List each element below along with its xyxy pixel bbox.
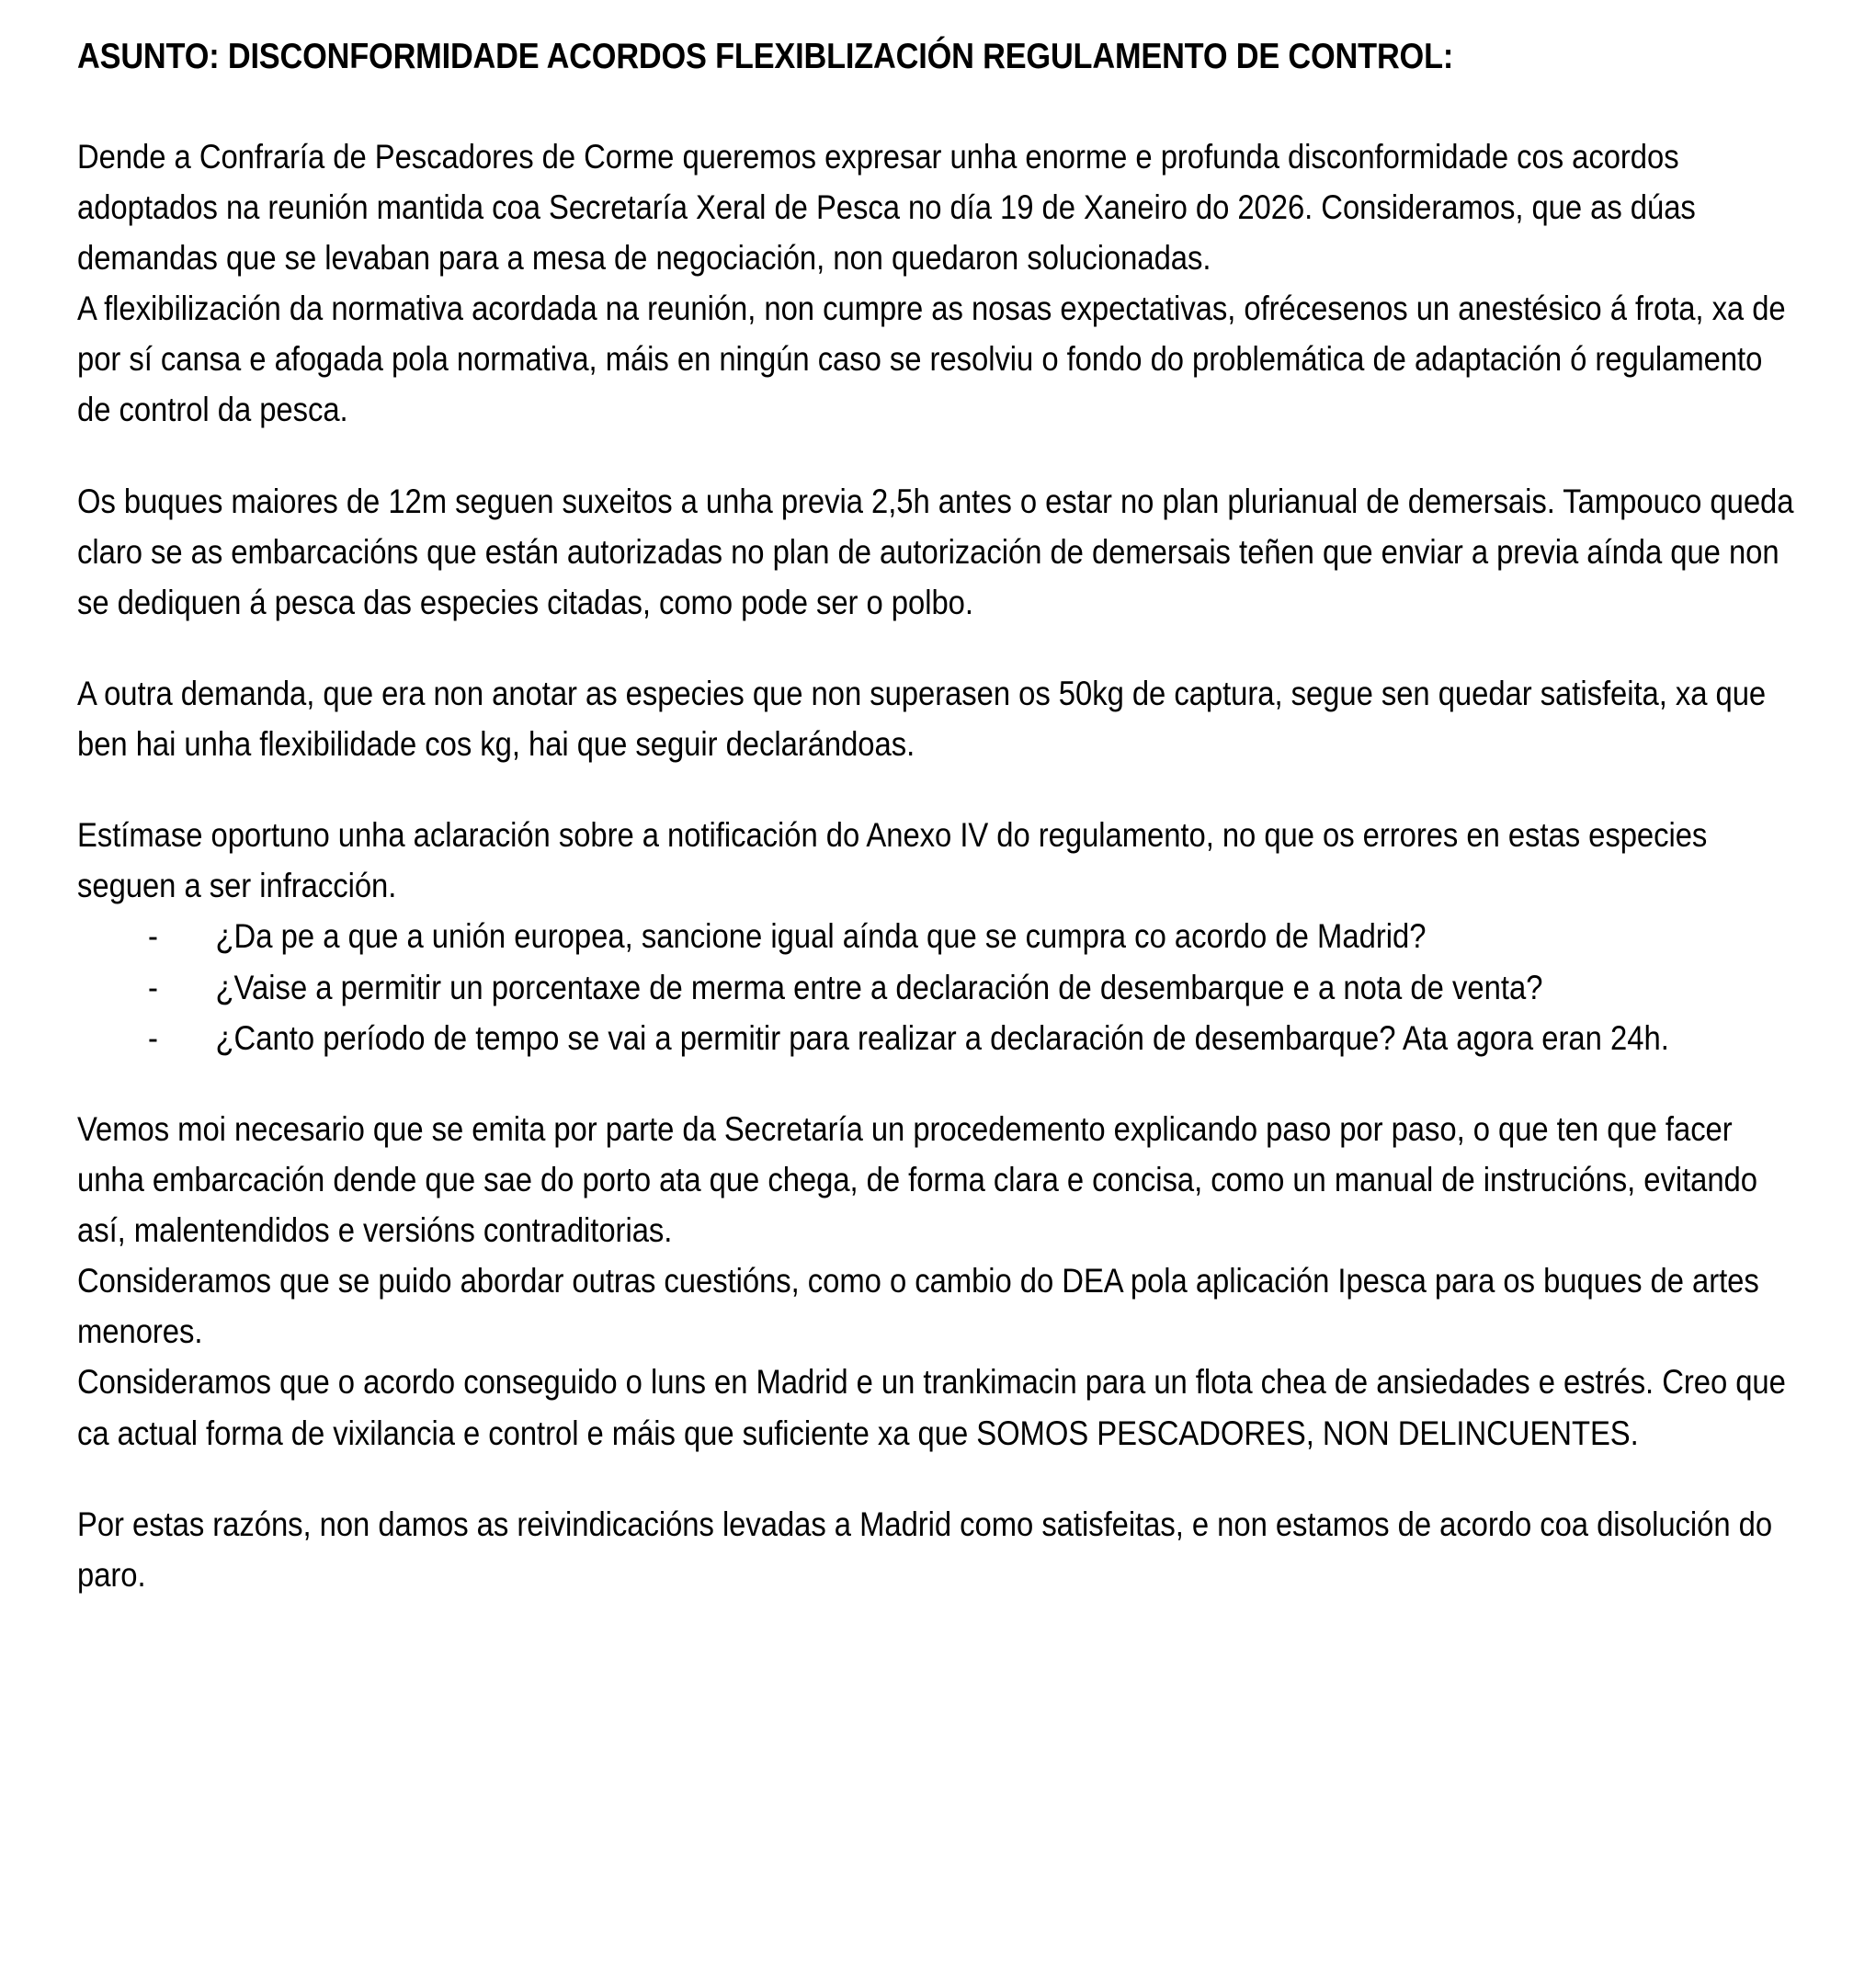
paragraph-acordo-madrid: Consideramos que o acordo conseguido o luns en Madrid e un trankimacin para un flota chea de ansiedades e estrés. Creo que ca actual forma de vixilancia e control e máis que suficiente xa que SOMOS PESCADORES, NON DELINCUENTES.	[77, 1362, 1786, 1452]
list-item	[77, 1013, 1803, 1063]
dash-bullet-icon: -	[148, 916, 158, 956]
dash-bullet-icon: -	[148, 967, 158, 1006]
paragraph-buques: Os buques maiores de 12m seguen suxeitos a unha previa 2,5h antes o estar no plan plurianual de demersais. Tampouco queda claro se as embarcacións que están autorizadas no plan de autorización de demersais teñen que enviar a previa aínda que non se dediquen á pesca das especies citadas, como pode ser o polbo.	[77, 481, 1794, 621]
paragraph-conclusion: Por estas razóns, non damos as reivindicacións levadas a Madrid como satisfeitas, e non estamos de acordo coa disolución do paro.	[77, 1504, 1773, 1594]
dash-bullet-icon: -	[148, 1017, 158, 1057]
list-item	[77, 962, 1803, 1013]
paragraph-spacer	[77, 1063, 1804, 1104]
paragraph-intro: Dende a Confraría de Pescadores de Corme queremos expresar unha enorme e profunda disconformidade cos acordos adoptados na reunión mantida coa Secretaría Xeral de Pesca no día 19 de Xaneiro do 2026. Consideramos, que as dúas demandas que se levaban para a mesa de negociación, non quedaron solucionadas.	[77, 136, 1696, 277]
page-title: ASUNTO: DISCONFORMIDADE ACORDOS FLEXIBLIZACIÓN REGULAMENTO DE CONTROL:	[77, 37, 1454, 76]
paragraph-spacer	[77, 1459, 1804, 1499]
list-item-label: ¿Canto período de tempo se vai a permitir para realizar a declaración de desembarque? Ata agora eran 24h.	[215, 1017, 1669, 1057]
questions-list	[77, 911, 1803, 1062]
paragraph-flexibilizacion: A flexibilización da normativa acordada na reunión, non cumpre as nosas expectativas, ofrécesenos un anestésico á frota, xa de por sí cansa e afogada pola normativa, máis en ningún caso se resolviu o fondo do problemática de adaptación ó regulamento de control da pesca.	[77, 289, 1786, 429]
paragraph-spacer	[77, 436, 1804, 476]
paragraph-procedemento: Vemos moi necesario que se emita por parte da Secretaría un procedemento explicando paso por paso, o que ten que facer unha embarcación dende que sae do porto ata que chega, de forma clara e concisa, como un manual de instrucións, evitando así, malentendidos e versións contraditorias.	[77, 1108, 1757, 1249]
paragraph-cuestions: Consideramos que se puido abordar outras cuestións, como o cambio do DEA pola aplicación Ipesca para os buques de artes menores.	[77, 1261, 1759, 1351]
list-item	[77, 911, 1803, 961]
list-item-label: ¿Vaise a permitir un porcentaxe de merma entre a declaración de desembarque e a nota de venta?	[215, 967, 1543, 1006]
paragraph-spacer	[77, 628, 1804, 668]
document-body	[77, 35, 1804, 1600]
list-item-label: ¿Da pe a que a unión europea, sancione igual aínda que se cumpra co acordo de Madrid?	[215, 916, 1427, 956]
paragraph-estimase: Estímase oportuno unha aclaración sobre a notificación do Anexo IV do regulamento, no que os errores en estas especies seguen a ser infracción.	[77, 815, 1708, 905]
paragraph-outra-demanda: A outra demanda, que era non anotar as especies que non superasen os 50kg de captura, segue sen quedar satisfeita, xa que ben hai unha flexibilidade cos kg, hai que seguir declarándoas.	[77, 673, 1767, 763]
paragraph-spacer	[77, 769, 1804, 810]
